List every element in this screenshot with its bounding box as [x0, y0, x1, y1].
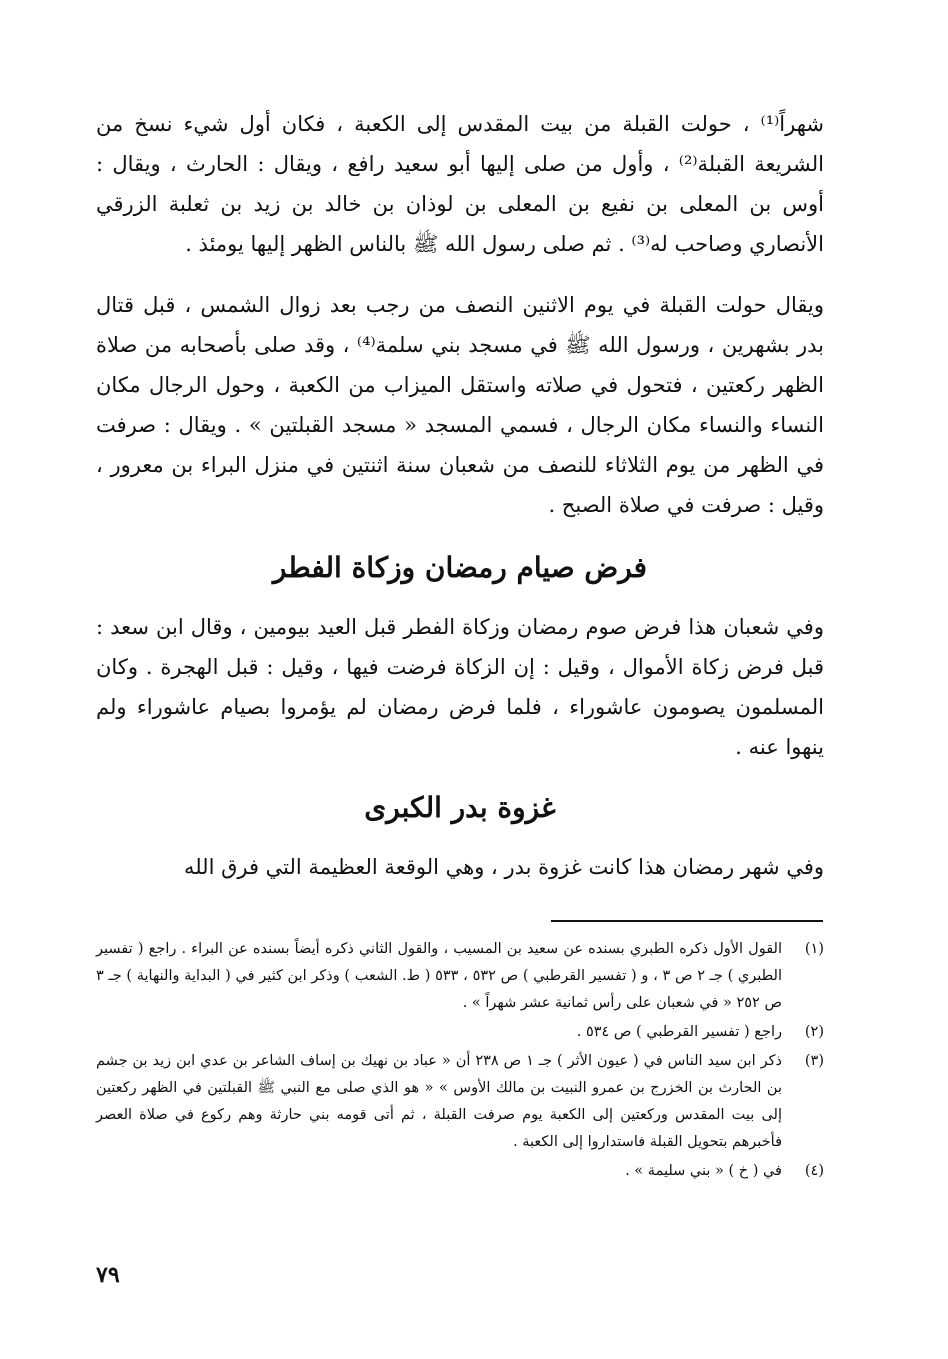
footnotes-list — [96, 936, 824, 1187]
footnote-text: القول الأول ذكره الطبري بسنده عن سعيد بن المسيب ، والقول الثاني ذكره أيضاً بسنده عن البراء . راجع ( تفسير الطبري ) جـ ٢ ص ٣ ، و ( تفسير القرطبي ) ص ٥٣٢ ، ٥٣٣ ( ط. الشعب ) وذكر ابن كثير في ( البداية والنهاية ) جـ ٣ ص ٢٥٢ « في شعبان على رأس ثمانية عشر شهراً » . — [96, 941, 782, 1011]
footnote-3 — [96, 1048, 824, 1156]
footnote-number: (٤) — [804, 1163, 824, 1179]
page-number: ٧٩ — [96, 1262, 120, 1288]
footnote-text: في ( خ ) « بني سليمة » . — [625, 1163, 782, 1179]
body-paragraph-ramadan-zakat: وفي شعبان هذا فرض صوم رمضان وزكاة الفطر قبل العيد بيومين ، وقال ابن سعد : قبل فرض زكاة الأموال ، وقيل : إن الزكاة فرضت فيها ، وقيل : قبل الهجرة . وكان المسلمون يصومون عاشوراء ، فلما فرض رمضان لم يؤمروا بصيام عاشوراء ولم ينهوا عنه . — [96, 615, 824, 759]
footnote-divider — [551, 920, 823, 922]
footnote-number: (٣) — [804, 1053, 824, 1069]
body-paragraph-badr: وفي شهر رمضان هذا كانت غزوة بدر ، وهي الوقعة العظيمة التي فرق الله — [183, 855, 824, 879]
footnote-1 — [96, 936, 824, 1017]
footnote-2 — [96, 1019, 824, 1046]
footnote-text: ذكر ابن سيد الناس في ( عيون الأثر ) جـ ١ ص ٢٣٨ أن « عباد بن نهيك بن إساف الشاعر بن عدي ابن زيد بن جشم بن الحارث بن الخزرج بن عمرو النبيت بن مالك الأوس » « هو الذي صلى مع النبي ﷺ القبلتين في الظهر ركعتين إلى بيت المقدس وركعتين إلى الكعبة يوم صرفت القبلة ، ثم أتى قومه بني حارثة وهم ركوع في صلاة العصر فأخبرهم بتحويل القبلة فاستداروا إلى الكعبة . — [96, 1053, 782, 1150]
footnote-text: راجع ( تفسير القرطبي ) ص ٥٣٤ . — [576, 1024, 782, 1040]
body-paragraph-qibla-date: ويقال حولت القبلة في يوم الاثنين النصف من رجب بعد زوال الشمس ، قبل قتال بدر بشهرين ، ورسول الله ﷺ في مسجد بني سلمة⁽⁴⁾ ، وقد صلى بأصحابه من صلاة الظهر ركعتين ، فتحول في صلاته واستقل الميزاب من الكعبة ، وحول الرجال مكان النساء والنساء مكان الرجال ، فسمي المسجد « مسجد القبلتين » . ويقال : صرفت في الظهر من يوم الثلاثاء للنصف من شعبان سنة اثنتين في منزل البراء بن معرور ، وقيل : صرفت في صلاة الصبح . — [96, 293, 824, 517]
footnote-number: (٢) — [804, 1024, 824, 1040]
body-paragraph-qibla-change: شهراً⁽¹⁾ ، حولت القبلة من بيت المقدس إلى الكعبة ، فكان أول شيء نسخ من الشريعة القبلة⁽²⁾ ، وأول من صلى إليها أبو سعيد رافع ، ويقال : الحارث ، ويقال : أوس بن المعلى بن نفيع بن المعلى بن لوذان بن خالد بن زيد بن ثعلبة الزرقي الأنصاري وصاحب له⁽³⁾ . ثم صلى رسول الله ﷺ بالناس الظهر إليها يومئذ . — [96, 112, 824, 256]
section-heading-badr: غزوة بدر الكبرى — [364, 791, 556, 824]
section-heading-ramadan-fasting: فرض صيام رمضان وزكاة الفطر — [272, 551, 648, 584]
footnote-number: (١) — [804, 941, 824, 957]
footnote-4 — [96, 1158, 824, 1185]
